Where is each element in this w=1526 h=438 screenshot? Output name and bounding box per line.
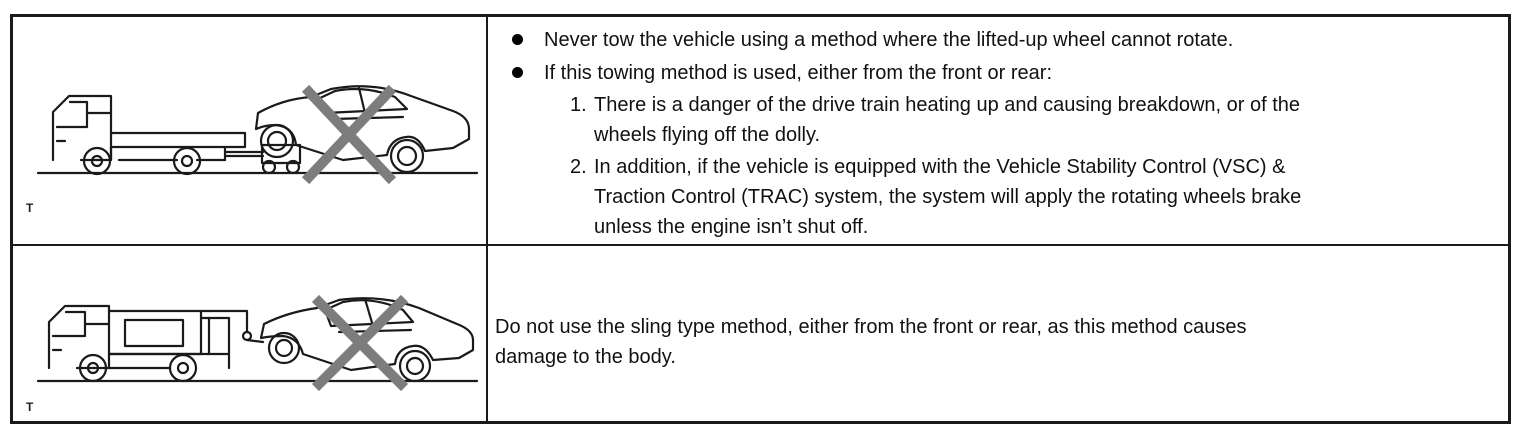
dolly-towing-instructions (488, 17, 1508, 244)
table-row (13, 246, 1508, 421)
text-line: damage to the body. (495, 346, 676, 368)
illustration-tag: T (26, 201, 34, 215)
sling-towing-illustration (13, 246, 486, 421)
table-row (13, 17, 1508, 246)
list-item-line: Traction Control (TRAC) system, the system will apply the rotating wheels brake (594, 186, 1302, 208)
bullet-text: If this towing method is used, either from the front or rear: (544, 62, 1053, 84)
bullet-text: Never tow the vehicle using a method where the lifted-up wheel cannot rotate. (544, 29, 1234, 51)
list-item-line: unless the engine isn’t shut off. (594, 216, 869, 238)
bullet-icon (512, 34, 523, 45)
list-item-line: In addition, if the vehicle is equipped with the Vehicle Stability Control (VSC) & (594, 156, 1286, 178)
sling-towing-instructions (488, 246, 1508, 421)
illustration-tag: T (26, 400, 34, 414)
list-item-line: wheels flying off the dolly. (594, 124, 821, 146)
dolly-towing-illustration (13, 17, 486, 244)
list-number: 2. (570, 156, 587, 178)
bullet-icon (512, 67, 523, 78)
sling-warning-text (495, 312, 1485, 372)
sling-towing-illustration-cell (13, 246, 488, 421)
dolly-towing-illustration-cell (13, 17, 488, 244)
towing-table (10, 14, 1511, 424)
list-number: 1. (570, 94, 587, 116)
list-item-line: There is a danger of the drive train heating up and causing breakdown, or of the (594, 94, 1301, 116)
text-line: Do not use the sling type method, either from the front or rear, as this method causes (495, 316, 1247, 338)
